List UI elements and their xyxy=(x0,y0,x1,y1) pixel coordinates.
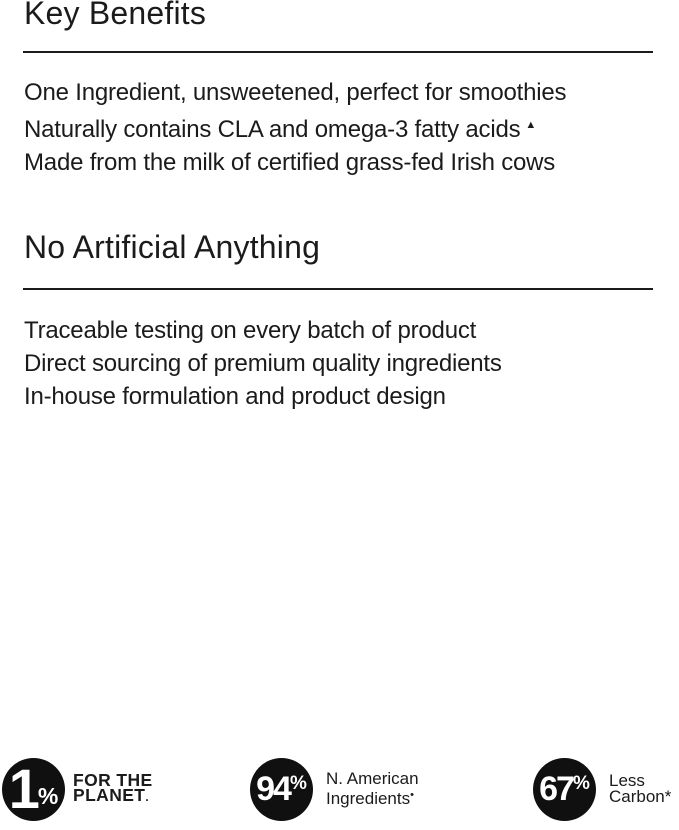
benefit-line-text: Traceable testing on every batch of product xyxy=(24,317,477,344)
less-carbon-badge xyxy=(533,757,671,821)
benefit-line xyxy=(24,76,566,109)
benefit-line xyxy=(24,109,566,146)
badge-label-line2: PLANET xyxy=(73,785,146,805)
percent-sign: % xyxy=(572,773,590,794)
benefit-line xyxy=(24,347,502,380)
benefit-line-text: Direct sourcing of premium quality ingredients xyxy=(24,350,502,377)
section-title-no-artificial-anything: No Artificial Anything xyxy=(24,229,321,265)
one-percent-for-the-planet-badge xyxy=(2,757,153,821)
benefit-line xyxy=(24,380,502,413)
stat-circle-icon xyxy=(533,758,596,821)
badge-label-line2: Ingredients xyxy=(326,789,411,808)
badge-label xyxy=(326,768,419,808)
divider-rule xyxy=(23,288,653,290)
stat-circle-icon xyxy=(250,758,313,821)
badge-number: 94 xyxy=(256,770,290,808)
section-title-key-benefits: Key Benefits xyxy=(24,0,207,31)
benefit-line-text: In-house formulation and product design xyxy=(24,383,446,410)
badge-label-line1: N. American xyxy=(326,768,419,788)
badge-number: 1 xyxy=(8,757,37,820)
badge-label-line1: Less xyxy=(609,770,645,790)
benefit-line xyxy=(24,146,566,179)
trademark-dot: . xyxy=(145,790,150,804)
badge-number: 67 xyxy=(539,770,573,808)
benefit-line xyxy=(24,314,502,347)
badge-label-line1: FOR THE xyxy=(73,770,153,790)
footnote-dot: • xyxy=(410,789,414,801)
benefit-line-text: One Ingredient, unsweetened, perfect for smoothies xyxy=(24,79,567,106)
benefit-line-text: Naturally contains CLA and omega-3 fatty acids xyxy=(24,116,521,143)
footnote-triangle-icon: ▲ xyxy=(525,119,537,131)
no-artificial-list xyxy=(24,314,502,413)
divider-rule xyxy=(23,51,653,53)
badge-label xyxy=(73,770,153,805)
percent-sign: % xyxy=(37,782,59,809)
badge-label-line2: Carbon* xyxy=(609,787,672,806)
key-benefits-list xyxy=(24,76,566,179)
benefit-line-text: Made from the milk of certified grass-fed Irish cows xyxy=(24,149,556,176)
north-american-ingredients-badge xyxy=(250,757,419,821)
badge-label xyxy=(609,770,672,806)
one-percent-logo-icon xyxy=(2,758,65,821)
percent-sign: % xyxy=(289,773,307,794)
